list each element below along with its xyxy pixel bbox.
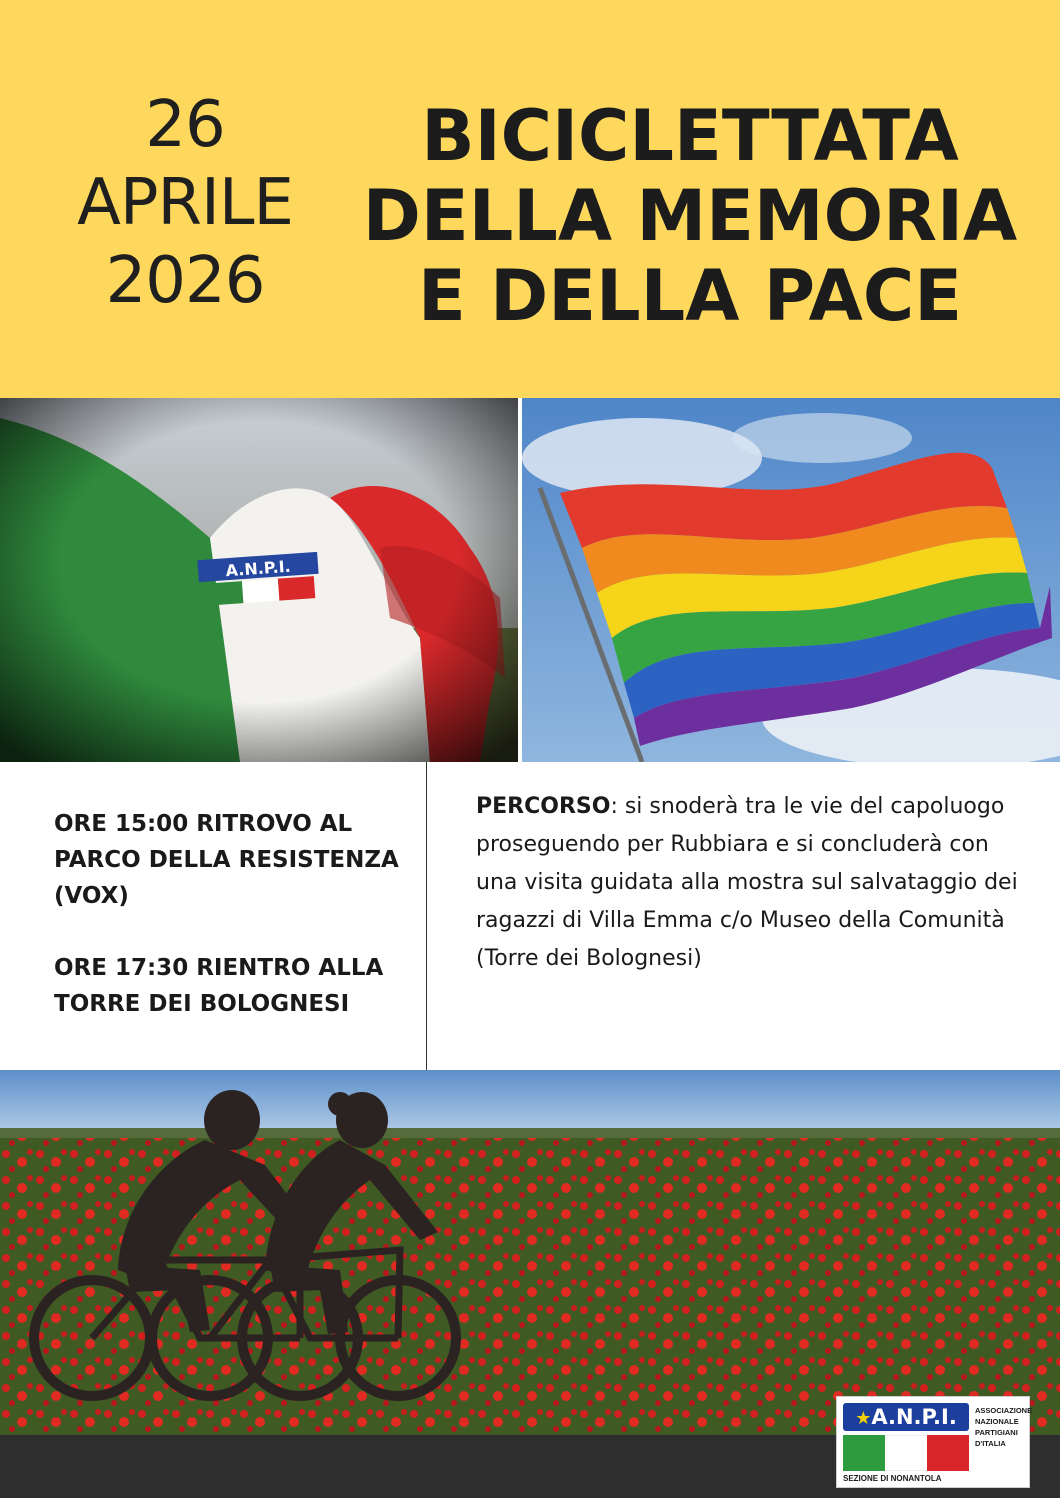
title-line-1: BICICLETTATA <box>421 95 959 177</box>
anpi-logo-text: A.N.P.I. <box>871 1405 957 1429</box>
anpi-logo-mark <box>843 1403 969 1431</box>
event-title <box>340 96 1040 336</box>
rainbow-flag-image <box>522 398 1060 762</box>
event-date <box>60 86 310 320</box>
event-info-section <box>0 762 1060 1070</box>
date-day: 26 <box>145 88 225 162</box>
date-month: APRILE <box>77 166 293 240</box>
star-icon: ★ <box>855 1408 872 1429</box>
schedule <box>54 806 414 1058</box>
route-text: : si snoderà tra le vie del capoluogo proseguendo per Rubbiara e si concluderà con una visita guidata alla mostra sul salvataggio dei ragazzi di Villa Emma c/o Museo della Comunità (Torre dei Bolognesi) <box>476 794 1018 971</box>
date-year: 2026 <box>105 244 265 318</box>
anpi-section-name: SEZIONE DI NONANTOLA <box>843 1474 942 1483</box>
header-banner <box>0 0 1060 398</box>
route-label: PERCORSO <box>476 794 611 819</box>
italian-flag-image <box>0 398 518 762</box>
anpi-association-name: ASSOCIAZIONE NAZIONALE PARTIGIANI D'ITALIA <box>975 1406 1033 1448</box>
title-line-2: DELLA MEMORIA <box>362 175 1018 257</box>
route-description <box>476 788 1036 978</box>
italian-flag-icon <box>843 1435 969 1471</box>
anpi-logo <box>836 1396 1033 1488</box>
schedule-item-gathering: ORE 15:00 RITROVO AL PARCO DELLA RESISTENZA (VOX) <box>54 811 399 909</box>
section-divider <box>426 762 427 1070</box>
title-line-3: E DELLA PACE <box>417 255 963 337</box>
schedule-item-return: ORE 17:30 RIENTRO ALLA TORRE DEI BOLOGNESI <box>54 955 384 1017</box>
